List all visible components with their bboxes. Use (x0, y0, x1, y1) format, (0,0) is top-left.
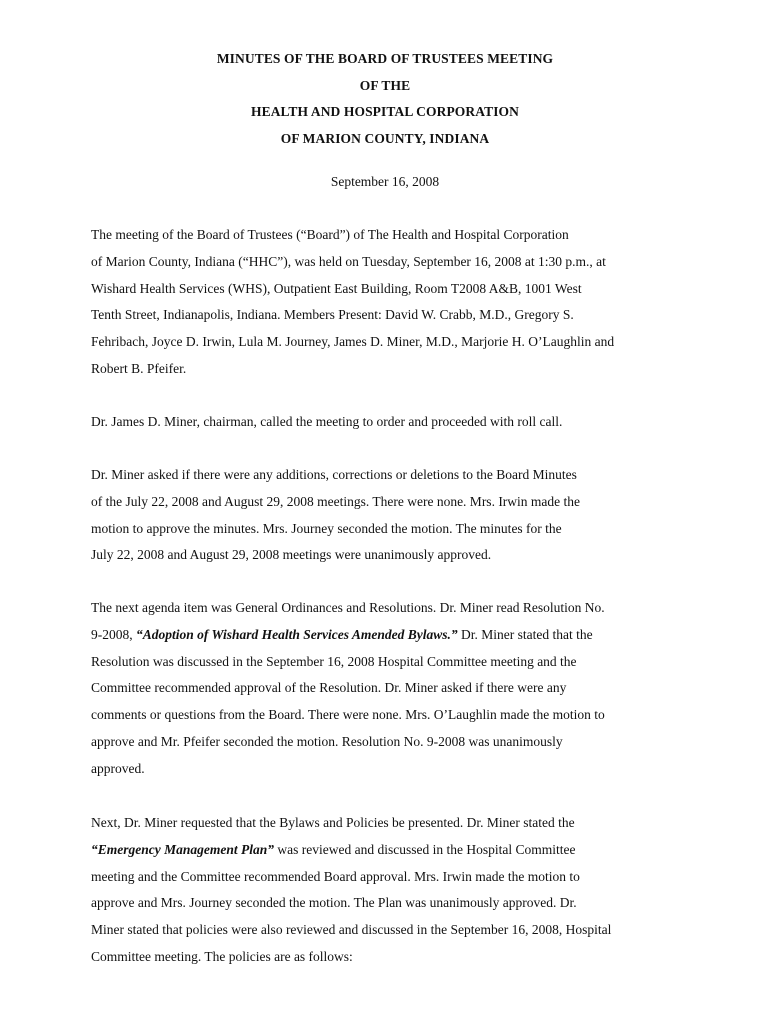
plan-text: was reviewed and discussed in the Hospital Committee (274, 841, 576, 857)
paragraph-line: approved. (91, 760, 145, 776)
document-heading (0, 46, 770, 152)
paragraph-line: motion to approve the minutes. Mrs. Journey seconded the motion. The minutes for the (91, 520, 562, 536)
heading-line-3: HEALTH AND HOSPITAL CORPORATION (250, 104, 520, 119)
paragraph-line: The next agenda item was General Ordinances and Resolutions. Dr. Miner read Resolution No. (91, 600, 605, 615)
paragraph-line: of the July 22, 2008 and August 29, 2008 meetings. There were none. Mrs. Irwin made the (91, 493, 581, 509)
paragraph-call-to-order (91, 409, 691, 436)
paragraph-line: approve and Mrs. Journey seconded the motion. The Plan was unanimously approved. Dr. (91, 895, 577, 911)
meeting-date: September 16, 2008 (330, 174, 440, 189)
paragraph-line: meeting and the Committee recommended Board approval. Mrs. Irwin made the motion to (91, 868, 580, 884)
heading-line-1: MINUTES OF THE BOARD OF TRUSTEES MEETING (216, 51, 554, 66)
paragraph-line: Committee recommended approval of the Resolution. Dr. Miner asked if there were any (91, 680, 567, 696)
paragraph-line: The meeting of the Board of Trustees (“Board”) of The Health and Hospital Corporation (91, 227, 569, 242)
paragraph-line (91, 622, 691, 649)
paragraph-line: Wishard Health Services (WHS), Outpatient East Building, Room T2008 A&B, 1001 West (91, 280, 582, 296)
paragraph-line: Fehribach, Joyce D. Irwin, Lula M. Journey, James D. Miner, M.D., Marjorie H. O’Laughlin and (91, 334, 615, 350)
paragraph-attendance (91, 222, 691, 383)
paragraph-line: of Marion County, Indiana (“HHC”), was held on Tuesday, September 16, 2008 at 1:30 p.m., at (91, 253, 606, 269)
paragraph-bylaws-policies (91, 810, 691, 971)
heading-line-4: OF MARION COUNTY, INDIANA (280, 130, 490, 146)
paragraph-line: Robert B. Pfeifer. (91, 360, 187, 376)
paragraph-line: Next, Dr. Miner requested that the Bylaws and Policies be presented. Dr. Miner stated the (91, 815, 575, 830)
paragraph-line: comments or questions from the Board. There were none. Mrs. O’Laughlin made the motion to (91, 707, 605, 723)
paragraph-line: approve and Mr. Pfeifer seconded the motion. Resolution No. 9-2008 was unanimously (91, 733, 563, 749)
resolution-number: 9-2008, (91, 626, 136, 642)
paragraph-line: Resolution was discussed in the September 16, 2008 Hospital Committee meeting and the (91, 653, 577, 669)
paragraph-line: Dr. Miner asked if there were any additions, corrections or deletions to the Board Minutes (91, 467, 577, 482)
resolution-title: “Adoption of Wishard Health Services Amended Bylaws.” (136, 626, 458, 642)
heading-line-2: OF THE (359, 77, 411, 93)
resolution-text: Dr. Miner stated that the (457, 626, 593, 642)
plan-title: “Emergency Management Plan” (91, 841, 274, 857)
paragraph-line: July 22, 2008 and August 29, 2008 meetings were unanimously approved. (91, 547, 492, 563)
paragraph-line: Committee meeting. The policies are as follows: (91, 948, 353, 964)
paragraph-line (91, 837, 691, 864)
paragraph-line: Dr. James D. Miner, chairman, called the meeting to order and proceeded with roll call. (91, 414, 563, 429)
paragraph-line: Miner stated that policies were also reviewed and discussed in the September 16, 2008, Hospital (91, 922, 612, 938)
paragraph-resolution (91, 595, 691, 783)
paragraph-minutes-approval (91, 462, 691, 569)
paragraph-line: Tenth Street, Indianapolis, Indiana. Members Present: David W. Crabb, M.D., Gregory S. (91, 307, 574, 323)
